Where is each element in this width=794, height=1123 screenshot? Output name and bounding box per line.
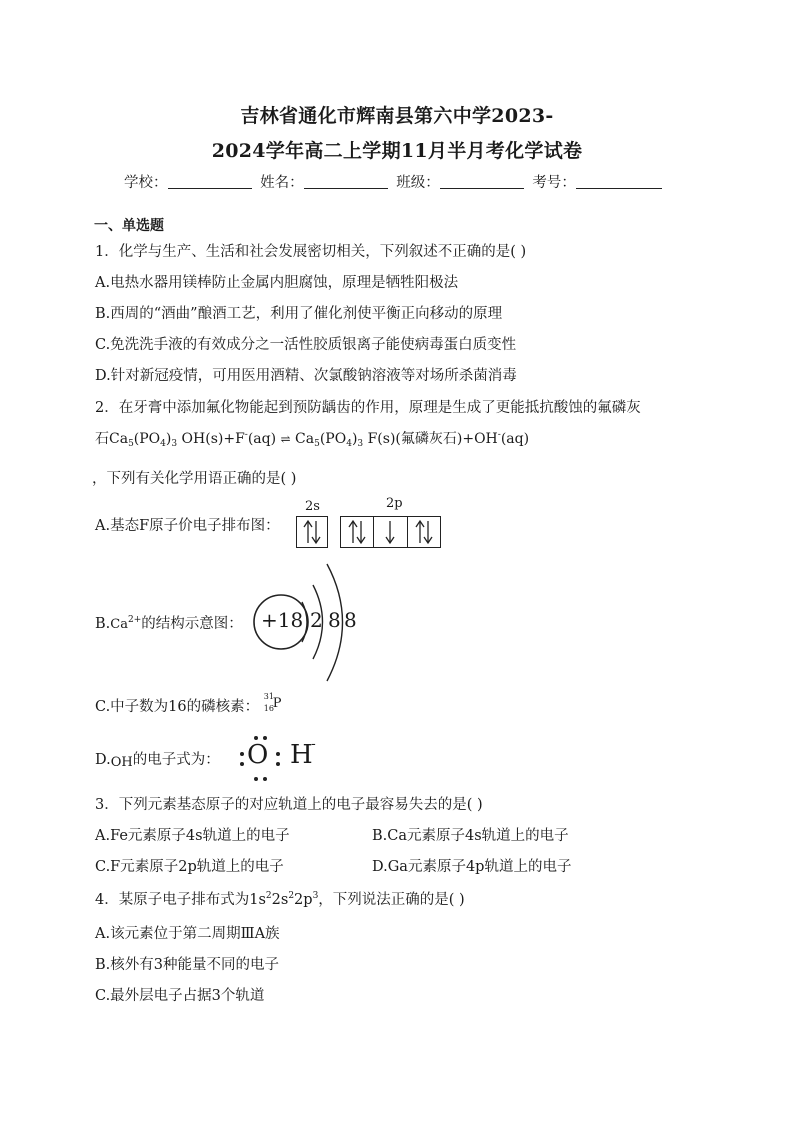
exam-title-line2: 2024学年高二上学期11月半月考化学试卷 — [211, 140, 583, 162]
orbital-2p-3 — [408, 517, 440, 547]
class-field[interactable] — [440, 174, 524, 189]
q4-option-a[interactable]: A.该元素位于第二周期ⅢA族 — [95, 926, 280, 942]
orbital-2p-1 — [341, 517, 374, 547]
up-down-arrows-icon — [408, 517, 440, 547]
school-field[interactable] — [168, 174, 252, 189]
q2-option-a[interactable]: A.基态F原子价电子排布图： — [95, 518, 280, 534]
q3-option-c[interactable]: C.F元素原子2p轨道上的电子 — [95, 859, 284, 875]
class-label: 班级： — [396, 175, 440, 191]
up-down-arrows-icon — [341, 517, 373, 547]
q4-option-b[interactable]: B.核外有3种能量不同的电子 — [95, 957, 279, 973]
hydroxide-charge: - — [311, 736, 316, 752]
q4-stem: 4．某原子电子排布式为$1s^22s^22p^3$，下列说法正确的是( ) — [95, 891, 465, 908]
number-field[interactable] — [576, 174, 662, 189]
q4-option-c[interactable]: C.最外层电子占据3个轨道 — [95, 988, 265, 1004]
q1-option-c[interactable]: C.免洗洗手液的有效成分之一活性胶质银离子能使病毒蛋白质变性 — [95, 337, 517, 353]
q1-stem: 1．化学与生产、生活和社会发展密切相关，下列叙述不正确的是( ) — [95, 244, 527, 260]
orbital-label-2s: 2s — [305, 499, 320, 514]
down-arrow-icon — [374, 517, 406, 547]
phosphorus-nuclide: 31 16 P — [263, 692, 282, 713]
hydrogen-symbol: H — [290, 740, 313, 770]
q3-option-a[interactable]: A.Fe元素原子4s轨道上的电子 — [95, 828, 290, 844]
name-label: 姓名： — [260, 175, 304, 191]
q3-option-d[interactable]: D.Ga元素原子4p轨道上的电子 — [372, 859, 572, 875]
q2-option-b[interactable]: $B.Ca^{2+}$的结构示意图： — [95, 615, 243, 632]
name-field[interactable] — [304, 174, 388, 189]
student-info-row — [124, 171, 666, 192]
orbital-label-2p: 2p — [386, 496, 403, 511]
shell-electrons-3: 8 — [344, 608, 357, 632]
q3-stem: 3．下列元素基态原子的对应轨道上的电子最容易失去的是( ) — [95, 797, 483, 813]
exam-title-line1: 吉林省通化市辉南县第六中学2023- — [240, 105, 554, 127]
oxygen-symbol: O — [247, 740, 269, 770]
school-label: 学校： — [124, 175, 168, 191]
section-heading: 一、单选题 — [94, 218, 164, 234]
equilibrium-arrow-icon: ⇌ — [280, 432, 291, 446]
q3-option-b[interactable]: B.Ca元素原子4s轨道上的电子 — [372, 828, 569, 844]
q2-option-d[interactable]: D.OH的电子式为： — [95, 752, 220, 770]
orbital-2p-2 — [374, 517, 407, 547]
number-label: 考号： — [532, 175, 576, 191]
q2-stem-continued: ，下列有关化学用语正确的是( ) — [92, 471, 297, 487]
up-down-arrows-icon — [297, 517, 327, 547]
shell-electrons-2: 8 — [328, 608, 341, 632]
q2-stem: 2．在牙膏中添加氟化物能起到预防龋齿的作用，原理是生成了更能抵抗酸蚀的氟磷灰 — [95, 400, 641, 416]
q1-option-d[interactable]: D.针对新冠疫情，可用医用酒精、次氯酸钠溶液等对场所杀菌消毒 — [95, 368, 517, 384]
q2-reaction-equation: 石$Ca_5(PO_4)_3$ OH(s)+F-(aq) ⇌ $Ca_5(PO_4)_3$ F(s)(氟磷灰石)+OH-(aq) — [95, 430, 530, 449]
nucleus-charge: +18 — [261, 608, 304, 632]
q2-option-c[interactable]: C.中子数为16的磷核素： 31 16 P — [95, 692, 282, 715]
orbital-box-2p — [340, 516, 441, 548]
q1-option-a[interactable]: A.电热水器用镁棒防止金属内胆腐蚀，原理是牺牲阳极法 — [95, 275, 459, 291]
shell-electrons-1: 2 — [310, 608, 323, 632]
orbital-box-2s — [296, 516, 328, 548]
q1-option-b[interactable]: B.西周的“酒曲”酿酒工艺，利用了催化剂使平衡正向移动的原理 — [95, 306, 503, 322]
